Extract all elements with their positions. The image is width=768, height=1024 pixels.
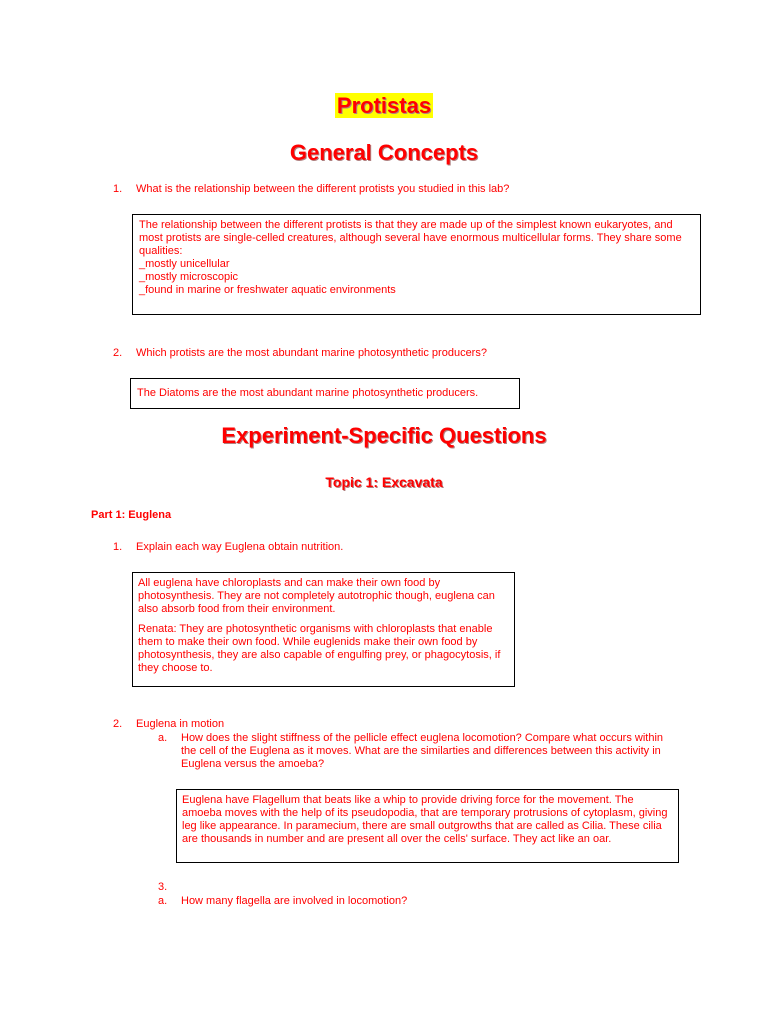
answer-box	[176, 789, 679, 863]
answer-box	[132, 572, 515, 687]
question-number: 2.	[113, 718, 123, 730]
section-heading-experiment: Experiment-Specific Questions	[221, 423, 547, 448]
answer-text: The Diatoms are the most abundant marine photosynthetic producers.	[137, 387, 479, 399]
answer-paragraph: All euglena have chloroplasts and can make their own food by photosynthesis. They are not completely autotrophic though, euglena can also absorb food from their environment.	[138, 577, 495, 615]
answer-text: Euglena have Flagellum that beats like a whip to provide driving force for the movement. The amoeba moves with the help of its pseudopodia, that are temporary protrusions of cytoplasm, giving leg like appearance. In paramecium, there are small outgrowths that are called as Cilia. These cilia are thousands in number and are present all over the cells' surface. They act like an oar.	[182, 794, 668, 845]
question-number: 2.	[113, 347, 123, 359]
question-text: Explain each way Euglena obtain nutrition.	[136, 541, 344, 553]
topic-heading: Topic 1: Excavata	[325, 474, 443, 490]
section-heading-general-concepts: General Concepts	[289, 140, 479, 165]
answer-line: The relationship between the different protists is that they are made up of the simplest known eukaryotes, and most protists are single-celled creatures, although several have enormous multicellular forms. They share some qualities:	[139, 219, 682, 257]
subquestion-letter: a.	[158, 895, 168, 907]
question-text: Which protists are the most abundant marine photosynthetic producers?	[136, 347, 487, 359]
question-text: What is the relationship between the different protists you studied in this lab?	[136, 183, 510, 195]
answer-line: _found in marine or freshwater aquatic environments	[139, 284, 396, 296]
part-heading: Part 1: Euglena	[91, 509, 172, 521]
answer-line: _mostly microscopic	[139, 271, 239, 283]
question-number: 1.	[113, 541, 123, 553]
page-title-text: Protistas	[336, 93, 432, 118]
question-text: Euglena in motion	[136, 718, 225, 730]
answer-box	[132, 214, 701, 315]
answer-line: _mostly unicellular	[139, 258, 230, 270]
question-number: 1.	[113, 183, 123, 195]
answer-paragraph: Renata: They are photosynthetic organisms with chloroplasts that enable them to make their own food. While euglenids make their own food by photosynthesis, they are also capable of engulfing prey, or phagocytosis, if they choose to.	[138, 623, 501, 674]
subquestion-letter: a.	[158, 732, 168, 744]
question-number: 3.	[158, 881, 168, 893]
answer-box	[130, 378, 520, 409]
subquestion-text: How does the slight stiffness of the pellicle effect euglena locomotion? Compare what occurs within the cell of the Euglena as it moves. What are the similarties and differences between this activity in Euglena versus the amoeba?	[181, 732, 664, 770]
subquestion-text: How many flagella are involved in locomotion?	[181, 895, 408, 907]
page-title	[0, 92, 768, 120]
